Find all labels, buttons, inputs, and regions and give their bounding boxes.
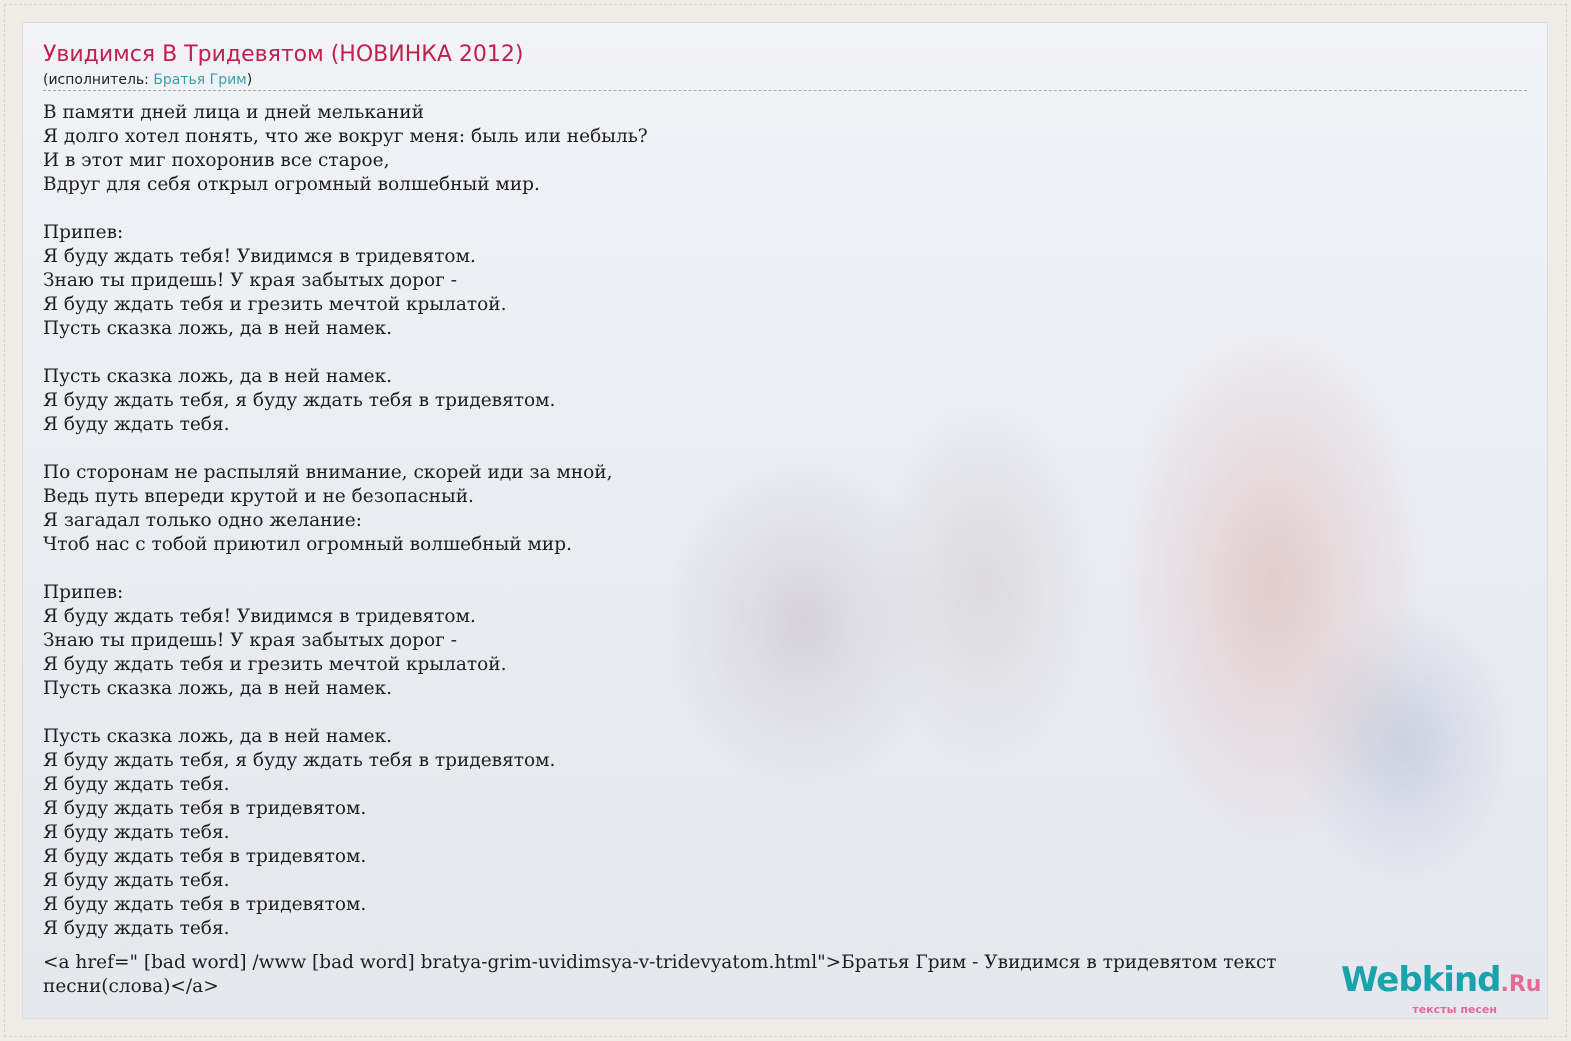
- artist-prefix: (исполнитель:: [43, 72, 154, 88]
- logo-tagline: тексты песен: [1412, 1003, 1497, 1016]
- song-panel: [22, 22, 1548, 1019]
- divider: [43, 90, 1527, 91]
- artist-link[interactable]: Братья Грим: [153, 72, 247, 88]
- logo-tld: .Ru: [1500, 972, 1542, 997]
- song-title: Увидимся В Тридевятом (НОВИНКА 2012): [43, 42, 524, 67]
- webkind-logo[interactable]: [1341, 962, 1541, 1016]
- logo-main: Webkind: [1341, 960, 1501, 1000]
- artist-line: [43, 72, 252, 89]
- lyrics-text: В памяти дней лица и дней мельканий Я долго хотел понять, что же вокруг меня: быль или небыль? И в этот миг похоронив все старое, Вдруг для себя открыл огромный волшебный мир. Припев: Я буду ждать тебя! Увидимся в тридевятом. Знаю ты придешь! У края забытых дорог - Я буду ждать тебя и грезить мечтой крылатой. Пусть сказка ложь, да в ней намек. Пусть сказка ложь, да в ней намек. Я буду ждать тебя, я буду ждать тебя в тридевятом. Я буду ждать тебя. По сторонам не распыляй внимание, скорей иди за мной, Ведь путь впереди крутой и не безопасный. Я загадал только одно желание: Чтоб нас с тобой приютил огромный волшебный мир. Припев: Я буду ждать тебя! Увидимся в тридевятом. Знаю ты придешь! У края забытых дорог - Я буду ждать тебя и грезить мечтой крылатой. Пусть сказка ложь, да в ней намек. Пусть сказка ложь, да в ней намек. Я буду ждать тебя, я буду ждать тебя в тридевятом. Я буду ждать тебя. Я буду ждать тебя в тридевятом. Я буду ждать тебя. Я буду ждать тебя в тридевятом. Я буду ждать тебя. Я буду ждать тебя в тридевятом. Я буду ждать тебя.: [43, 102, 648, 939]
- link-code: <a href=" [bad word] /www [bad word] bratya-grim-uvidimsya-v-tridevyatom.html">Братья Грим - Увидимся в тридевятом текст песни(слова)</a>: [43, 952, 1283, 997]
- artist-suffix: ): [246, 72, 253, 88]
